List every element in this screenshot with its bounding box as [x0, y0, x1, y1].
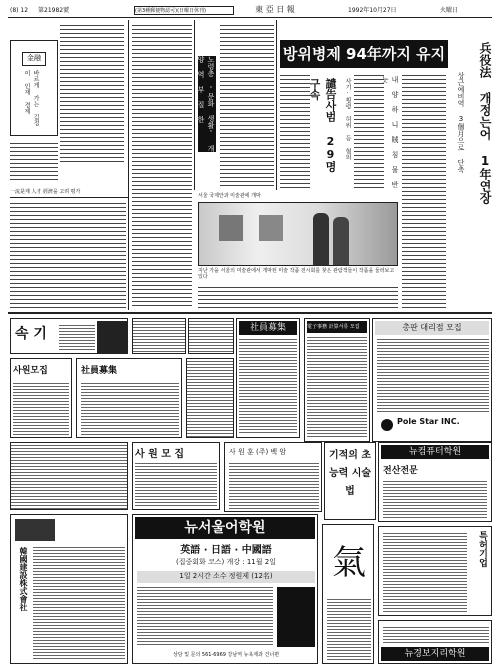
- left-column-vertical-title: 바르게 가는 김정 이 인재 경제: [23, 70, 39, 126]
- paper-name: 東 亞 日 報: [255, 5, 295, 14]
- ad-computer-sub: 전산전문: [383, 466, 418, 476]
- ad-shorthand-portrait: [97, 321, 127, 353]
- news-ad-divider: [8, 312, 492, 314]
- col-rule-2: [194, 20, 195, 190]
- ad-language-contact: 상담 및 문의 561-6969 강남역 뉴욕제과 건너편: [172, 652, 280, 658]
- col-rule-3: [276, 20, 277, 190]
- ad-recruit-b-title: 사원모집: [13, 366, 48, 376]
- left-column-text-3: [10, 200, 126, 308]
- ad-language-badge: [277, 587, 315, 647]
- ad-realty: [378, 620, 492, 664]
- ad-staff: [132, 442, 220, 510]
- ad-dealer-text: [377, 337, 489, 413]
- photo-person: [333, 217, 349, 265]
- ad-language-course: (집중회화 코스) 개강 : 11월 2일: [176, 558, 276, 566]
- ad-left-block: [10, 442, 128, 510]
- ad-small-1: [132, 318, 186, 354]
- ad-dealer-brand: Pole Star INC.: [397, 417, 460, 426]
- ad-shorthand-title: 속 기: [15, 326, 47, 342]
- ad-recruit-c-text: [81, 381, 179, 435]
- mid-headline: 譴告사범 29명 구속: [308, 78, 337, 172]
- ad-staff-title: 사 원 모 집: [135, 449, 185, 460]
- photo-story-text: [198, 284, 398, 308]
- issue-date: 1992年10月27日: [348, 7, 397, 14]
- ad-electronic-text: [307, 335, 367, 439]
- weekday: 火曜日: [440, 7, 459, 14]
- ad-construction-title: 韓國建設株式會社: [19, 547, 28, 611]
- ad-computer-title: 뉴컴퓨터학원: [381, 445, 489, 459]
- ad-electronic-title: 電子事務 計算서류 모집: [307, 321, 367, 333]
- issue-number: 第21982號: [38, 7, 70, 14]
- ad-recruit-c: [76, 358, 182, 438]
- ad-small-3: [186, 358, 234, 438]
- ad-dealer-title: 총판 대리점 모집: [375, 321, 489, 335]
- ad-electronic: [304, 318, 370, 442]
- left-column-text: [60, 22, 124, 162]
- photo-title: 서울 국제안과 미술관에 개막: [198, 193, 261, 199]
- page-number: (8) 12: [10, 7, 29, 14]
- ad-computer-text: [383, 479, 487, 519]
- ad-language-langs: 英語 · 日語 · 中國語: [180, 545, 272, 556]
- vertical-story-text: [402, 72, 446, 308]
- masthead-rule: [8, 17, 492, 18]
- ad-dealer: [372, 318, 492, 442]
- ad-patent: [378, 526, 492, 616]
- ad-miracle-title: 기적의 초능력 시술법: [328, 450, 372, 497]
- photo-artwork: [219, 215, 243, 241]
- ad-qi: [322, 524, 374, 664]
- ad-miracle: [324, 442, 376, 520]
- ad-realty-text: [383, 625, 489, 643]
- news-photo: [198, 202, 398, 266]
- ad-baekam-text: [229, 461, 319, 509]
- left-column-text-2: [10, 140, 58, 182]
- ad-qi-title: 氣: [332, 543, 366, 583]
- ad-language-table: [137, 585, 273, 647]
- ad-recruit-c-title: 社員募集: [81, 366, 118, 376]
- ad-recruit-b: [10, 358, 72, 438]
- photo-artwork: [259, 215, 283, 241]
- ad-language-period: 1일 2시간 소수 정원제 (12名): [137, 571, 315, 583]
- ad-construction-logo: [15, 519, 55, 541]
- mid-headline-sub: 사기·횡령 허위 등 혐의: [344, 78, 351, 160]
- ad-patent-text: [383, 531, 467, 613]
- ad-staff-text: [135, 461, 217, 507]
- ad-qi-text: [327, 597, 371, 661]
- ad-computer: [378, 442, 492, 522]
- col2-text: [132, 22, 192, 308]
- ad-dealer-logo-icon: [381, 419, 393, 431]
- left-column-caption: 一流是제 人才 經濟을 고려 평가: [10, 188, 128, 198]
- ad-language-title: 뉴서울어학원: [135, 517, 315, 539]
- ad-language-school: [132, 514, 318, 664]
- ad-baekam-title: 사 원 훈 (주) 백 암: [229, 448, 287, 456]
- ad-construction: [10, 514, 128, 664]
- ad-small-2: [188, 318, 234, 354]
- col-rule-1: [128, 20, 129, 310]
- ad-construction-text: [33, 545, 125, 661]
- photo-note: 지난 가을 서울의 미술관에서 개막된 미술 작품 전시회를 찾은 관람객들이 작품을 둘러보고 있다: [198, 268, 395, 280]
- ad-baekam: [224, 442, 322, 512]
- col3-text-top: [220, 22, 274, 188]
- ad-shorthand: [10, 318, 128, 354]
- vertical-story-title: 내 양 하 니 賊 침 물 반 눗: [381, 76, 399, 188]
- right-headline-sub: 상근예비역 3個月으로 단축: [457, 72, 465, 173]
- ad-recruit-b-text: [13, 381, 69, 435]
- postal-note: (第3種郵便物認可)(日曜日休刊): [134, 6, 234, 15]
- ad-shorthand-text: [59, 323, 95, 351]
- ad-recruit-a-title: 社員募集: [239, 321, 297, 335]
- ad-recruit-a: [236, 318, 300, 438]
- seal-box: 金融: [22, 52, 46, 66]
- mid-story-text: [354, 72, 384, 188]
- photo-person: [313, 213, 329, 265]
- right-headline: 兵役法 개정는어 1年연장: [478, 42, 492, 204]
- main-headline: 방위병제 94年까지 유지: [280, 40, 448, 68]
- ad-recruit-a-text: [239, 337, 297, 435]
- center-vertical-headline: 노령층 '문화 생활' 개 양 역 부 질 한: [197, 56, 215, 152]
- ad-patent-title: 특허기업: [477, 531, 487, 567]
- ad-realty-title: 뉴경보지리학원: [381, 647, 489, 661]
